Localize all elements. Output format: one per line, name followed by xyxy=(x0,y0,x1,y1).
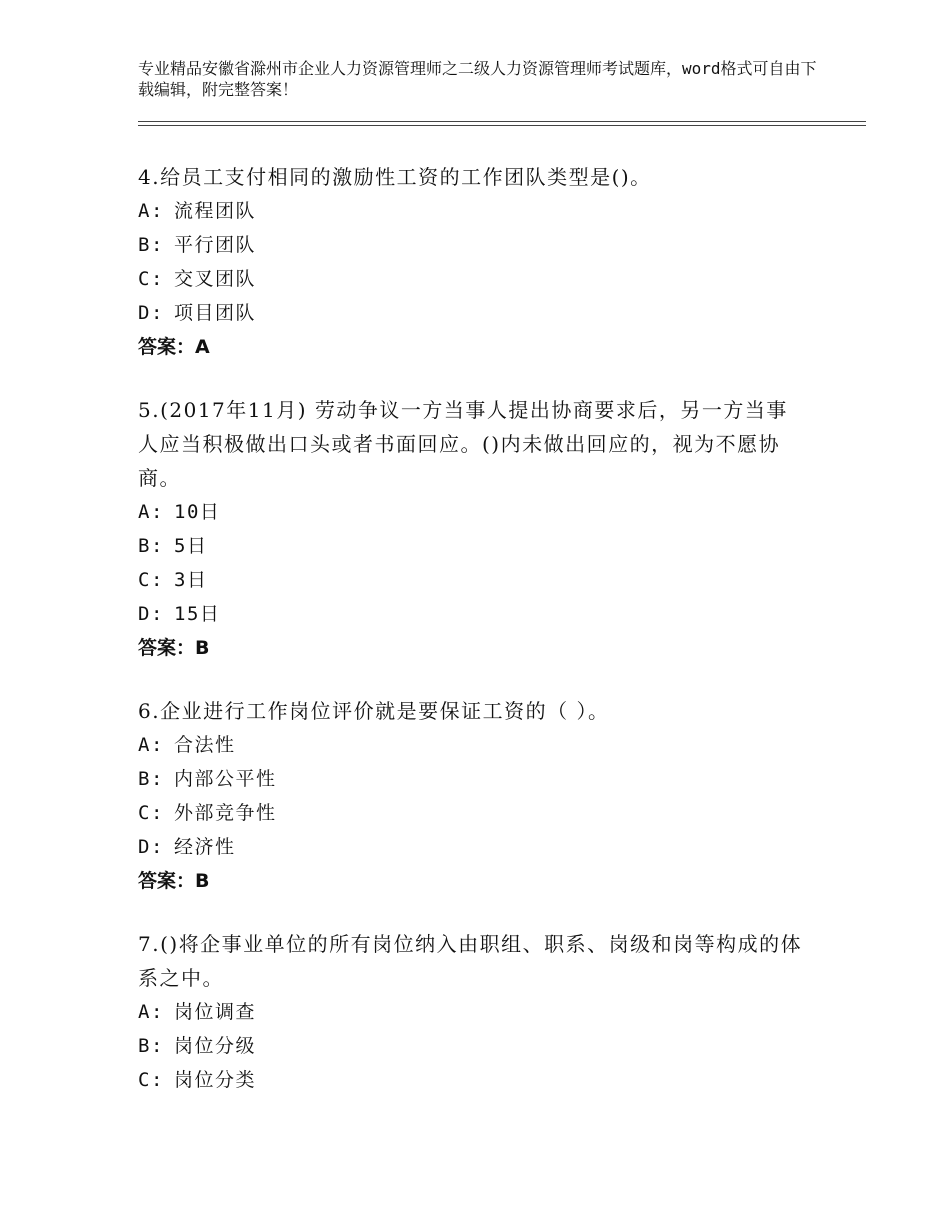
option-d xyxy=(138,830,808,864)
document-header xyxy=(138,58,828,100)
question-stem: 7.()将企事业单位的所有岗位纳入由职组、职系、岗级和岗等构成的体系之中。 xyxy=(138,932,803,990)
option-label: B: xyxy=(138,768,164,790)
option-c xyxy=(138,262,808,296)
option-text: 经济性 xyxy=(174,836,236,858)
option-text: 岗位分级 xyxy=(174,1035,257,1057)
question-stem: 6.企业进行工作岗位评价就是要保证工资的（ ）。 xyxy=(138,699,610,723)
answer: 答案：A xyxy=(138,336,210,358)
question-list xyxy=(138,160,808,1126)
option-c xyxy=(138,1063,808,1097)
option-c xyxy=(138,563,808,597)
option-label: A: xyxy=(138,1001,164,1023)
header-divider-bottom xyxy=(138,125,866,126)
option-label: A: xyxy=(138,501,164,523)
option-b xyxy=(138,762,808,796)
option-label: B: xyxy=(138,234,164,256)
option-label: D: xyxy=(138,836,164,858)
option-text: 平行团队 xyxy=(174,234,257,256)
option-text: 岗位调查 xyxy=(174,1001,257,1023)
question-stem: 5.(2017年11月) 劳动争议一方当事人提出协商要求后，另一方当事人应当积极做出口头或者书面回应。()内未做出回应的，视为不愿协商。 xyxy=(138,398,788,490)
option-b xyxy=(138,1029,808,1063)
option-text: 10日 xyxy=(174,501,221,523)
option-a xyxy=(138,495,808,529)
answer: 答案：B xyxy=(138,637,210,659)
option-d xyxy=(138,296,808,330)
option-a xyxy=(138,194,808,228)
option-text: 5日 xyxy=(174,535,208,557)
option-text: 3日 xyxy=(174,569,208,591)
option-text: 外部竞争性 xyxy=(174,802,277,824)
option-label: D: xyxy=(138,302,164,324)
option-text: 15日 xyxy=(174,603,221,625)
option-label: A: xyxy=(138,200,164,222)
option-a xyxy=(138,728,808,762)
option-label: C: xyxy=(138,802,164,824)
option-b xyxy=(138,228,808,262)
option-label: C: xyxy=(138,569,164,591)
option-text: 内部公平性 xyxy=(174,768,277,790)
option-d xyxy=(138,597,808,631)
question-6 xyxy=(138,694,808,898)
option-text: 合法性 xyxy=(174,734,236,756)
option-text: 流程团队 xyxy=(174,200,257,222)
option-label: B: xyxy=(138,1035,164,1057)
option-text: 交叉团队 xyxy=(174,268,257,290)
option-label: B: xyxy=(138,535,164,557)
question-5 xyxy=(138,393,808,665)
header-title: 专业精品安徽省滁州市企业人力资源管理师之二级人力资源管理师考试题库，word格式可自由下载编辑，附完整答案！ xyxy=(138,59,817,99)
option-a xyxy=(138,995,808,1029)
option-label: A: xyxy=(138,734,164,756)
option-c xyxy=(138,796,808,830)
option-text: 岗位分类 xyxy=(174,1069,257,1091)
question-7 xyxy=(138,927,808,1097)
header-divider-top xyxy=(138,121,866,122)
option-label: C: xyxy=(138,268,164,290)
question-stem: 4.给员工支付相同的激励性工资的工作团队类型是()。 xyxy=(138,165,652,189)
option-b xyxy=(138,529,808,563)
option-label: C: xyxy=(138,1069,164,1091)
option-label: D: xyxy=(138,603,164,625)
option-text: 项目团队 xyxy=(174,302,257,324)
question-4 xyxy=(138,160,808,364)
answer: 答案：B xyxy=(138,870,210,892)
